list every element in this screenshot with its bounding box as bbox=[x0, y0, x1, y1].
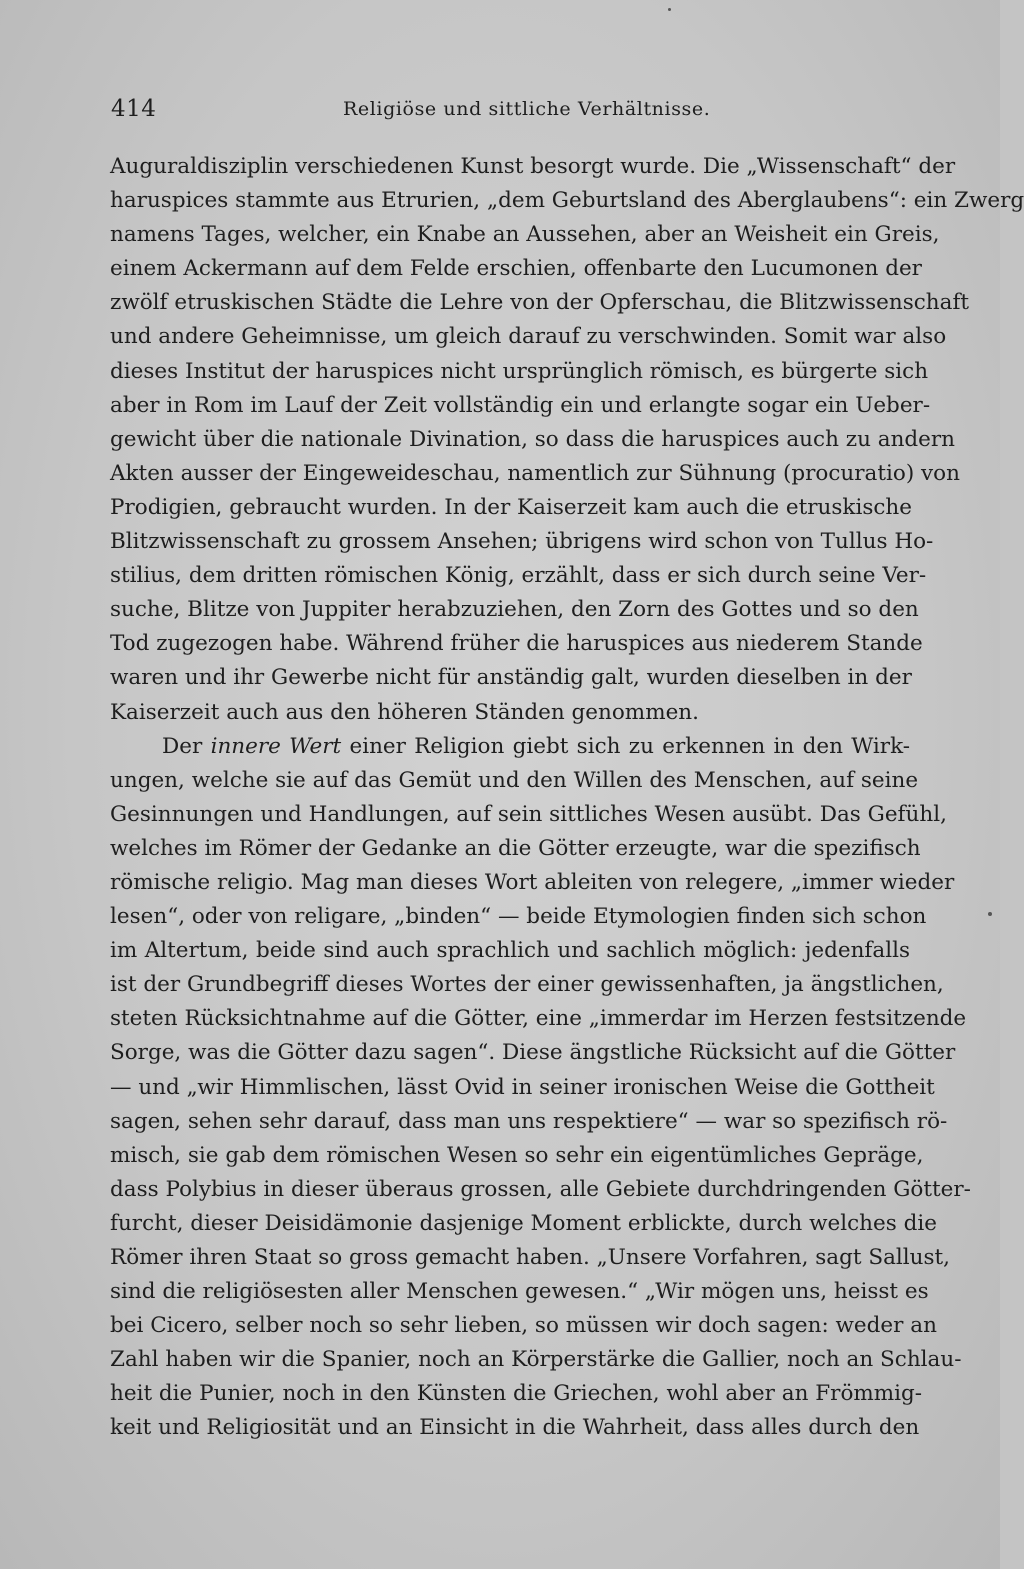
text-line: bei Cicero, selber noch so sehr lieben, so müssen wir doch sagen: weder an bbox=[110, 1313, 937, 1339]
text-line: sagen, sehen sehr darauf, dass man uns respektiere“ — war so spezifisch rö- bbox=[110, 1108, 948, 1134]
text-line: Sorge, was die Götter dazu sagen“. Diese ängstliche Rücksicht auf die Götter bbox=[110, 1040, 956, 1066]
text-line: haruspices stammte aus Etrurien, „dem Geburtsland des Aberglaubens“: ein Zwerg bbox=[110, 188, 1024, 214]
text-line: ist der Grundbegriff dieses Wortes der einer gewissenhaften, ja ängstlichen, bbox=[110, 972, 944, 998]
italic-emphasis: innere Wert bbox=[210, 733, 342, 759]
text-line: dieses Institut der haruspices nicht ursprünglich römisch, es bürgerte sich bbox=[110, 358, 929, 384]
text-line: stilius, dem dritten römischen König, erzählt, dass er sich durch seine Ver- bbox=[110, 563, 927, 589]
page-number: 414 bbox=[111, 96, 157, 122]
text-line: Römer ihren Staat so gross gemacht haben. „Unsere Vorfahren, sagt Sallust, bbox=[110, 1245, 951, 1270]
text-line: Prodigien, gebraucht wurden. In der Kaiserzeit kam auch die etruskische bbox=[110, 494, 912, 520]
text-line: steten Rücksichtnahme auf die Götter, eine „immerdar im Herzen festsitzende bbox=[110, 1006, 967, 1032]
body-text bbox=[110, 150, 1024, 1446]
text-line: einem Ackermann auf dem Felde erschien, offenbarte den Lucumonen der bbox=[110, 256, 922, 282]
ink-speck bbox=[988, 912, 992, 916]
page-header bbox=[111, 96, 911, 132]
text-line: zwölf etruskischen Städte die Lehre von der Opferschau, die Blitzwissenschaft bbox=[110, 290, 970, 316]
text-line: suche, Blitze von Juppiter herabzuziehen, den Zorn des Gottes und so den bbox=[110, 597, 919, 623]
paragraph-start-after: einer Religion giebt sich zu erkennen in den Wirk- bbox=[349, 733, 911, 759]
text-line: römische religio. Mag man dieses Wort ableiten von relegere, „immer wieder bbox=[110, 869, 955, 895]
ink-speck bbox=[668, 8, 671, 11]
text-line: sind die religiösesten aller Menschen gewesen.“ „Wir mögen uns, heisst es bbox=[110, 1279, 929, 1305]
paragraph-start-before: Der bbox=[162, 733, 203, 759]
text-line: aber in Rom im Lauf der Zeit vollständig ein und erlangte sogar ein Ueber- bbox=[110, 392, 931, 418]
text-line: ungen, welche sie auf das Gemüt und den Willen des Menschen, auf seine bbox=[110, 767, 919, 793]
text-line: furcht, dieser Deisidämonie dasjenige Moment erblickte, durch welches die bbox=[110, 1210, 937, 1236]
text-line: Tod zugezogen habe. Während früher die haruspices aus niederem Stande bbox=[110, 631, 923, 657]
text-line: Zahl haben wir die Spanier, noch an Körperstärke die Gallier, noch an Schlau- bbox=[110, 1347, 962, 1373]
text-line: Auguraldisziplin verschiedenen Kunst besorgt wurde. Die „Wissenschaft“ der bbox=[110, 154, 956, 179]
text-line: gewicht über die nationale Divination, so dass die haruspices auch zu andern bbox=[110, 426, 956, 452]
text-line: Blitzwissenschaft zu grossem Ansehen; übrigens wird schon von Tullus Ho- bbox=[110, 529, 934, 555]
paragraph-end-line: Kaiserzeit auch aus den höheren Ständen genommen. bbox=[110, 699, 699, 725]
paragraph-start-line bbox=[110, 730, 910, 764]
text-line: Akten ausser der Eingeweideschau, namentlich zur Sühnung (procuratio) von bbox=[110, 460, 960, 486]
text-line: — und „wir Himmlischen, lässt Ovid in seiner ironischen Weise die Gottheit bbox=[110, 1074, 935, 1100]
running-title: Religiöse und sittliche Verhältnisse. bbox=[343, 98, 711, 120]
text-line: heit die Punier, noch in den Künsten die Griechen, wohl aber an Frömmig- bbox=[110, 1381, 923, 1407]
text-line: und andere Geheimnisse, um gleich darauf zu verschwinden. Somit war also bbox=[110, 324, 947, 350]
text-line: namens Tages, welcher, ein Knabe an Aussehen, aber an Weisheit ein Greis, bbox=[110, 222, 940, 248]
text-line: keit und Religiosität und an Einsicht in die Wahrheit, dass alles durch den bbox=[110, 1415, 920, 1441]
text-line: lesen“, oder von religare, „binden“ — beide Etymologien finden sich schon bbox=[110, 904, 927, 930]
text-line: Gesinnungen und Handlungen, auf sein sittliches Wesen ausübt. Das Gefühl, bbox=[110, 801, 947, 827]
text-line: waren und ihr Gewerbe nicht für anständig galt, wurden dieselben in der bbox=[110, 665, 912, 691]
text-line: dass Polybius in dieser überaus grossen, alle Gebiete durchdringenden Götter- bbox=[110, 1176, 971, 1202]
text-line: misch, sie gab dem römischen Wesen so sehr ein eigentümliches Gepräge, bbox=[110, 1142, 924, 1168]
text-line: welches im Römer der Gedanke an die Götter erzeugte, war die spezifisch bbox=[110, 835, 921, 861]
text-line: im Altertum, beide sind auch sprachlich und sachlich möglich: jedenfalls bbox=[110, 938, 910, 964]
